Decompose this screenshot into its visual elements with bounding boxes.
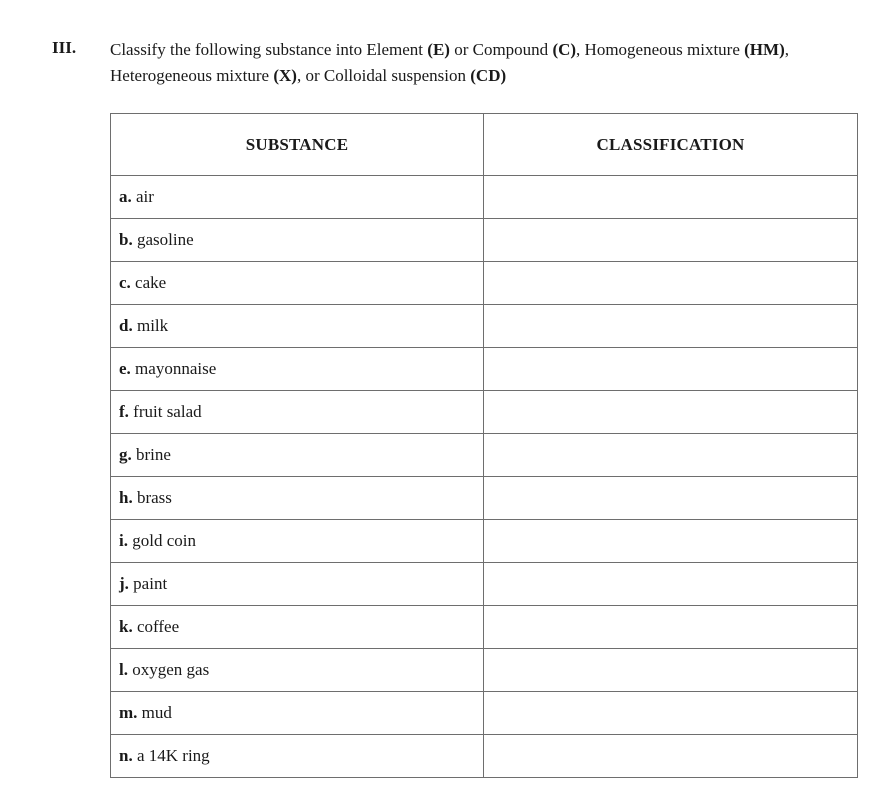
substance-cell — [111, 563, 484, 606]
classification-answer-cell[interactable] — [484, 520, 858, 563]
classification-answer-cell[interactable] — [484, 477, 858, 520]
item-letter: d. — [119, 316, 133, 335]
substance-cell — [111, 262, 484, 305]
classification-answer-cell[interactable] — [484, 692, 858, 735]
item-letter: f. — [119, 402, 129, 421]
substance-name: mud — [141, 703, 172, 722]
classification-answer-cell[interactable] — [484, 563, 858, 606]
substance-name: oxygen gas — [132, 660, 210, 679]
table-row — [111, 262, 858, 305]
classification-answer-cell[interactable] — [484, 735, 858, 778]
header-substance: SUBSTANCE — [111, 114, 484, 176]
item-letter: e. — [119, 359, 131, 378]
code-compound: (C) — [552, 40, 577, 59]
substance-cell — [111, 391, 484, 434]
item-letter: a. — [119, 187, 132, 206]
item-letter: l. — [119, 660, 128, 679]
item-letter: i. — [119, 531, 128, 550]
substance-cell — [111, 434, 484, 477]
table-row — [111, 219, 858, 262]
table-row — [111, 520, 858, 563]
substance-name: mayonnaise — [135, 359, 217, 378]
table-header-row — [111, 114, 858, 176]
instruction-text: , Homogeneous mixture — [576, 40, 745, 59]
substance-cell — [111, 219, 484, 262]
table-row — [111, 563, 858, 606]
substance-cell — [111, 606, 484, 649]
classification-answer-cell[interactable] — [484, 262, 858, 305]
table-row — [111, 176, 858, 219]
instructions — [110, 37, 870, 89]
substance-name: brass — [136, 488, 172, 507]
substance-cell — [111, 305, 484, 348]
classification-answer-cell[interactable] — [484, 219, 858, 262]
item-letter: c. — [119, 273, 131, 292]
table-row — [111, 477, 858, 520]
substance-cell — [111, 649, 484, 692]
substance-cell — [111, 477, 484, 520]
classification-answer-cell[interactable] — [484, 434, 858, 477]
instruction-text: or Compound — [449, 40, 553, 59]
table-row — [111, 391, 858, 434]
substance-name: gasoline — [136, 230, 194, 249]
table-row — [111, 606, 858, 649]
substance-cell — [111, 735, 484, 778]
substance-name: a 14K ring — [136, 746, 210, 765]
substance-cell — [111, 520, 484, 563]
substance-name: fruit salad — [133, 402, 202, 421]
substance-name: paint — [133, 574, 168, 593]
classification-answer-cell[interactable] — [484, 176, 858, 219]
classification-answer-cell[interactable] — [484, 649, 858, 692]
table-row — [111, 305, 858, 348]
substance-name: air — [136, 187, 154, 206]
classification-table — [110, 113, 858, 778]
substance-name: cake — [135, 273, 167, 292]
code-heterogeneous: (X) — [273, 66, 297, 85]
table-row — [111, 649, 858, 692]
table-row — [111, 434, 858, 477]
substance-cell — [111, 176, 484, 219]
classification-answer-cell[interactable] — [484, 348, 858, 391]
item-letter: h. — [119, 488, 133, 507]
table-row — [111, 692, 858, 735]
classification-answer-cell[interactable] — [484, 305, 858, 348]
code-homogeneous: (HM) — [744, 40, 785, 59]
substance-cell — [111, 348, 484, 391]
header-classification: CLASSIFICATION — [484, 114, 858, 176]
item-letter: n. — [119, 746, 133, 765]
instruction-text: , Heterogeneous mixture — [110, 40, 789, 85]
code-colloidal: (CD) — [470, 66, 507, 85]
code-element: (E) — [427, 40, 450, 59]
item-letter: m. — [119, 703, 138, 722]
classification-answer-cell[interactable] — [484, 391, 858, 434]
item-letter: g. — [119, 445, 132, 464]
substance-cell — [111, 692, 484, 735]
substance-name: gold coin — [132, 531, 196, 550]
table-row — [111, 348, 858, 391]
item-letter: b. — [119, 230, 133, 249]
classification-answer-cell[interactable] — [484, 606, 858, 649]
instruction-text: Classify the following substance into Element — [110, 40, 428, 59]
section-number: III. — [52, 38, 77, 57]
item-letter: k. — [119, 617, 133, 636]
substance-name: brine — [136, 445, 171, 464]
substance-name: coffee — [136, 617, 180, 636]
item-letter: j. — [119, 574, 129, 593]
table-row — [111, 735, 858, 778]
substance-name: milk — [136, 316, 169, 335]
instruction-text: , or Colloidal suspension — [296, 66, 471, 85]
